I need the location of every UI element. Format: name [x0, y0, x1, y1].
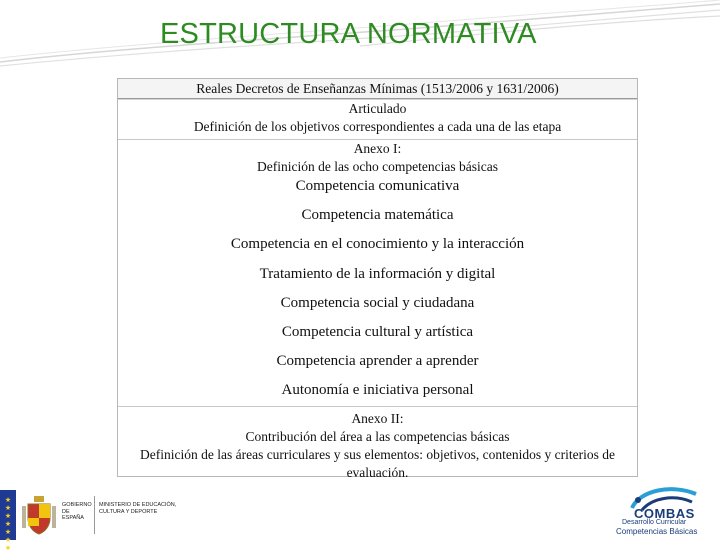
competencia-item: Competencia matemática: [301, 207, 454, 224]
competencia-item: Autonomía e iniciativa personal: [281, 382, 474, 399]
ministerio-label: MINISTERIO DE EDUCACIÓN, CULTURA Y DEPORTE: [99, 502, 177, 515]
articulado-section: [118, 99, 637, 139]
anexo1-section: [118, 139, 637, 172]
anexo1-description: Definición de las ocho competencias básicas: [256, 159, 499, 174]
articulado-description: Definición de los objetivos correspondientes a cada una de las etapa: [193, 119, 562, 134]
normative-table: [117, 78, 638, 480]
anexo2-description: Definición de las áreas curriculares y sus elementos: objetivos, contenidos y criterios de evaluación.: [140, 446, 615, 480]
eu-flag-icon: ★ ★ ★ ★ ★ ★ ★: [0, 490, 16, 540]
combas-logo: [612, 482, 720, 540]
page-title: ESTRUCTURA NORMATIVA: [160, 18, 537, 50]
gobierno-label: GOBIERNO DE ESPAÑA: [62, 502, 92, 521]
anexo1-label: Anexo I:: [353, 141, 402, 156]
competencia-item: Competencia en el conocimiento y la interacción: [230, 236, 525, 253]
anexo2-label: Anexo II:: [351, 410, 404, 426]
competencia-item: Competencia aprender a aprender: [276, 353, 479, 370]
competencia-item: Competencia cultural y artística: [281, 323, 474, 340]
competencias-list: [118, 172, 637, 406]
combas-subtitle-1: Desarrollo Curricular: [622, 519, 687, 526]
anexo2-contribution: Contribución del área a las competencias básicas: [245, 428, 510, 444]
table-header: Reales Decretos de Enseñanzas Mínimas (1513/2006 y 1631/2006): [118, 79, 637, 99]
anexo2-section: [118, 406, 637, 480]
coat-of-arms-icon: [20, 494, 58, 536]
competencia-item: Competencia social y ciudadana: [280, 294, 475, 311]
logo-divider: [94, 496, 95, 534]
competencia-item: Tratamiento de la información y digital: [259, 265, 496, 282]
combas-name: COMBAS: [634, 506, 695, 521]
competencia-item: Competencia comunicativa: [295, 178, 460, 194]
articulado-label: Articulado: [348, 101, 407, 116]
combas-subtitle-2: Competencias Básicas: [616, 527, 698, 536]
